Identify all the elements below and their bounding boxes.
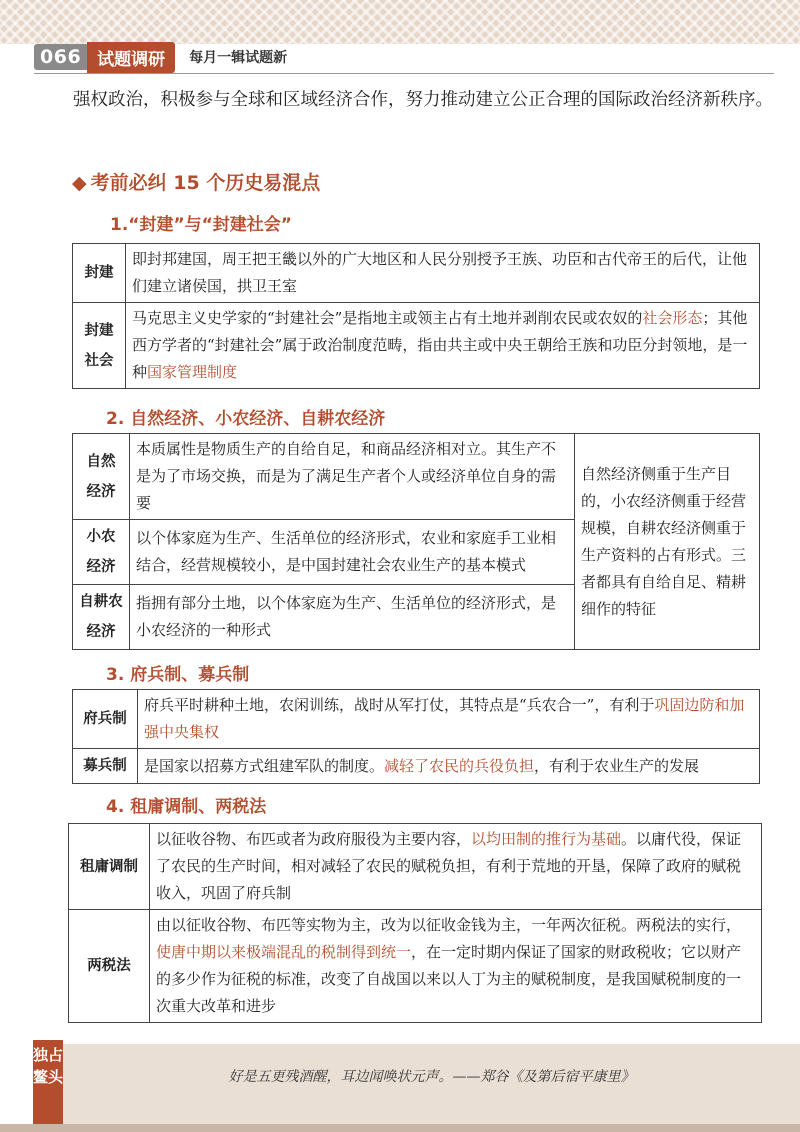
section-2-heading: 2. 自然经济、小农经济、自耕农经济 bbox=[106, 409, 386, 429]
section-name: 试题调研 bbox=[87, 42, 175, 73]
highlight-text: 巩固边防和加强中央集权 bbox=[144, 696, 745, 741]
table-military bbox=[72, 689, 760, 784]
text-part: 。以庸代役，保证了农民的生产时间，相对减轻了农民的赋税负担，有利于荒地的开垦，保障了政府的赋税收入，巩固了府兵制 bbox=[156, 830, 742, 902]
table-feudal bbox=[72, 243, 760, 389]
page-number: 066 bbox=[34, 44, 87, 70]
text-part: 马克思主义史学家的“封建社会”是指地主或领主占有土地并剥削农民或农奴的 bbox=[132, 309, 643, 327]
table-row bbox=[69, 824, 762, 910]
main-title-text: 考前必纠 15 个历史易混点 bbox=[90, 172, 321, 194]
row-text bbox=[126, 303, 760, 389]
row-label: 封建 bbox=[73, 244, 126, 303]
row-label bbox=[73, 303, 126, 389]
highlight-text: 以均田制的推行为基础 bbox=[471, 830, 622, 848]
table-row bbox=[73, 690, 760, 749]
footer-side-label: 独占鳌头 bbox=[33, 1040, 63, 1132]
table-row bbox=[73, 749, 760, 784]
highlight-text: 减轻了农民的兵役负担 bbox=[384, 756, 535, 775]
highlight-text: 使唐中期以来极端混乱的税制得到统一 bbox=[156, 943, 412, 961]
row-label: 府兵制 bbox=[73, 690, 138, 749]
section-1-heading: 1.“封建”与“封建社会” bbox=[110, 215, 292, 235]
page-header bbox=[34, 42, 287, 72]
table-row bbox=[73, 244, 760, 303]
table-row bbox=[73, 303, 760, 389]
row-label: 募兵制 bbox=[73, 749, 138, 784]
text-part: ，在一定时期内保证了国家的财政税收；它以财产的多少作为征税的标准，改变了自战国以来以人丁为主的赋税制度，是我国赋税制度的一次重大改革和进步 bbox=[156, 943, 742, 1015]
text-part: 由以征收谷物、布匹等实物为主，改为以征收金钱为主，一年两次征税。两税法的实行， bbox=[156, 916, 742, 934]
text-part: ；其他西方学者的“封建社会”属于政治制度范畴，指由共主或中央王朝给王族和功臣分封领地，是一种 bbox=[132, 309, 748, 381]
side-note: 自然经济侧重于生产目的，小农经济侧重于经营规模，自耕农经济侧重于生产资料的占有形式。三者都具有自给自足、精耕细作的特征 bbox=[575, 434, 760, 650]
row-label-text: 自然经济 bbox=[86, 453, 116, 500]
table-row bbox=[69, 910, 762, 1023]
diamond-icon: ◆ bbox=[72, 172, 87, 194]
row-text bbox=[138, 690, 760, 749]
text-part: 以征收谷物、布匹或者为政府服役为主要内容， bbox=[156, 830, 472, 848]
row-label: 两税法 bbox=[69, 910, 150, 1023]
highlight-text: 国家管理制度 bbox=[147, 363, 238, 381]
highlight-text: 社会形态 bbox=[642, 309, 703, 327]
text-part: ，有利于农业生产的发展 bbox=[534, 756, 700, 775]
table-economy bbox=[72, 433, 760, 650]
row-label: 租庸调制 bbox=[69, 824, 150, 910]
row-label-text: 封建社会 bbox=[84, 322, 114, 369]
table-taxation bbox=[68, 823, 762, 1023]
row-text: 指拥有部分土地，以个体家庭为生产、生活单位的经济形式，是小农经济的一种形式 bbox=[130, 585, 575, 650]
row-text: 即封邦建国，周王把王畿以外的广大地区和人民分别授予王族、功臣和古代帝王的后代，让他们建立诸侯国，拱卫王室 bbox=[126, 244, 760, 303]
text-part: 是国家以招募方式组建军队的制度。 bbox=[144, 756, 385, 775]
section-4-heading: 4. 租庸调制、两税法 bbox=[106, 797, 267, 817]
footer-quote: 好是五更残酒醒，耳边闻唤状元声。——郑谷《及第后宿平康里》 bbox=[228, 1069, 635, 1085]
section-3-heading: 3. 府兵制、募兵制 bbox=[106, 665, 250, 685]
table-row bbox=[73, 434, 760, 520]
header-subtitle: 每月一辑试题新 bbox=[189, 50, 288, 66]
row-text bbox=[150, 824, 762, 910]
top-decorative-band bbox=[0, 0, 800, 44]
row-text bbox=[150, 910, 762, 1023]
main-title bbox=[72, 168, 320, 195]
row-label-text: 自耕农经济 bbox=[79, 594, 123, 640]
intro-paragraph: 强权政治，积极参与全球和区域经济合作，努力推动建立公正合理的国际政治经济新秩序。 bbox=[73, 90, 773, 110]
row-label bbox=[73, 585, 130, 650]
row-label bbox=[73, 434, 130, 520]
row-text: 以个体家庭为生产、生活单位的经济形式，农业和家庭手工业相结合，经营规模较小，是中国封建社会农业生产的基本模式 bbox=[130, 520, 575, 585]
row-text bbox=[138, 749, 760, 784]
row-text: 本质属性是物质生产的自给自足，和商品经济相对立。其生产不是为了市场交换，而是为了满足生产者个人或经济单位自身的需要 bbox=[130, 434, 575, 520]
row-label bbox=[73, 520, 130, 585]
bottom-band bbox=[0, 1124, 800, 1132]
header-divider bbox=[34, 73, 774, 74]
row-label-text: 小农经济 bbox=[86, 529, 116, 575]
text-part: 府兵平时耕种土地，农闲训练，战时从军打仗，其特点是“兵农合一”，有利于 bbox=[144, 696, 655, 714]
